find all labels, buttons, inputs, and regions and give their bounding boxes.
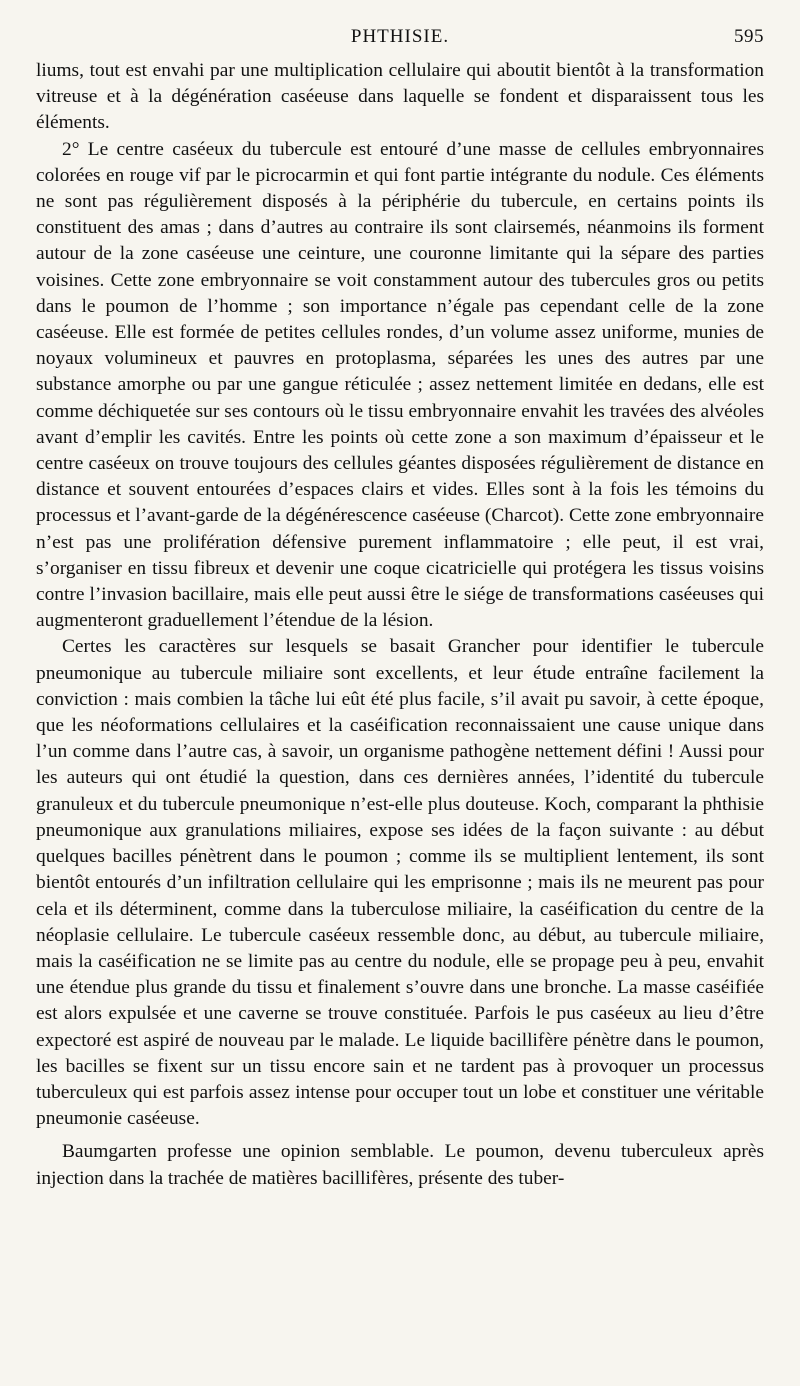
body-text (36, 58, 764, 1192)
paragraph-continuation: liums, tout est envahi par une multiplication cellulaire qui aboutit bientôt à la transformation vitreuse et à la dégénération caséeuse dans laquelle se fondent et disparaissent tous les éléments. (36, 60, 764, 134)
page-number: 595 (734, 26, 764, 47)
running-head-title: PHTHISIE. (350, 26, 450, 47)
paragraph-baumgarten: Baumgarten professe une opinion semblable. Le poumon, devenu tuberculeux après injection dans la trachée de matières bacillifères, présente des tuber- (36, 1141, 764, 1189)
running-head (36, 26, 764, 52)
paragraph-grancher-koch: Certes les caractères sur lesquels se basait Grancher pour identifier le tubercule pneumonique au tubercule miliaire sont excellents, et leur étude entraîne facilement la conviction : mais combien la tâche lui eût été plus facile, s’il avait pu savoir, à cette époque, que les néoformations cellulaires et la caséification reconnaissaient une cause unique dans l’un comme dans l’autre cas, à savoir, un organisme pathogène nettement défini ! Aussi pour les auteurs qui ont étudié la question, dans ces dernières années, l’identité du tubercule granuleux et du tubercule pneumonique n’est-elle plus douteuse. Koch, comparant la phthisie pneumonique aux granulations miliaires, expose ses idées de la façon suivante : au début quelques bacilles pénètrent dans le poumon ; comme ils se multiplient lentement, ils sont bientôt entourés d’un infiltration cellulaire qui les emprisonne ; mais ils ne meurent pas pour cela et ils déterminent, comme dans la tuberculose miliaire, la caséification du centre de la néoplasie cellulaire. Le tubercule caséeux ressemble donc, au début, au tubercule miliaire, mais la caséification ne se limite pas au centre du nodule, elle se propage peu à peu, envahit une étendue plus grande du tissu et finalement s’ouvre dans une bronche. La masse caséifiée est alors expulsée et une caverne se trouve constituée. Parfois le pus caséeux au lieu d’être expectoré est aspiré de nouveau par le malade. Le liquide bacillifère pénètre dans le poumon, les bacilles se fixent sur un tissu encore sain et ne tardent pas à provoquer un processus tuberculeux qui est parfois assez intense pour occuper tout un lobe et constituer une véritable pneumonie caséeuse. (36, 636, 764, 1130)
paragraph-embryonic-zone: 2° Le centre caséeux du tubercule est entouré d’une masse de cellules embryonnaires colorées en rouge vif par le picrocarmin et qui font partie intégrante du nodule. Ces éléments ne sont pas régulièrement disposés à la périphérie du tubercule, en certains points ils constituent des amas ; dans d’autres au contraire ils sont clairsemés, néanmoins ils forment autour de la zone caséeuse une ceinture, une couronne limitante qui la sépare des parties voisines. Cette zone embryonnaire se voit constamment autour des tubercules gros ou petits dans le poumon de l’homme ; son importance n’égale pas cependant celle de la zone caséeuse. Elle est formée de petites cellules rondes, d’un volume assez uniforme, munies de noyaux volumineux et pauvres en protoplasma, séparées les unes des autres par une substance amorphe ou par une gangue réticulée ; assez nettement limitée en dedans, elle est comme déchiquetée sur ses contours où le tissu embryonnaire envahit les travées des alvéoles avant d’emplir les cavités. Entre les points où cette zone a son maximum d’épaisseur et le centre caséeux on trouve toujours des cellules géantes disposées régulièrement de distance en distance et souvent entourées d’espaces clairs et vides. Elles sont à la fois les témoins du processus et l’avant-garde de la dégénérescence caséeuse (Charcot). Cette zone embryonnaire n’est pas une prolifération défensive purement inflammatoire ; elle peut, il est vrai, s’organiser en tissu fibreux et devenir une coque cicatricielle qui protégera les tissus voisins contre l’invasion bacillaire, mais elle peut aussi être le siége de transformations caséeuses qui augmenteront graduellement l’étendue de la lésion. (36, 138, 764, 632)
